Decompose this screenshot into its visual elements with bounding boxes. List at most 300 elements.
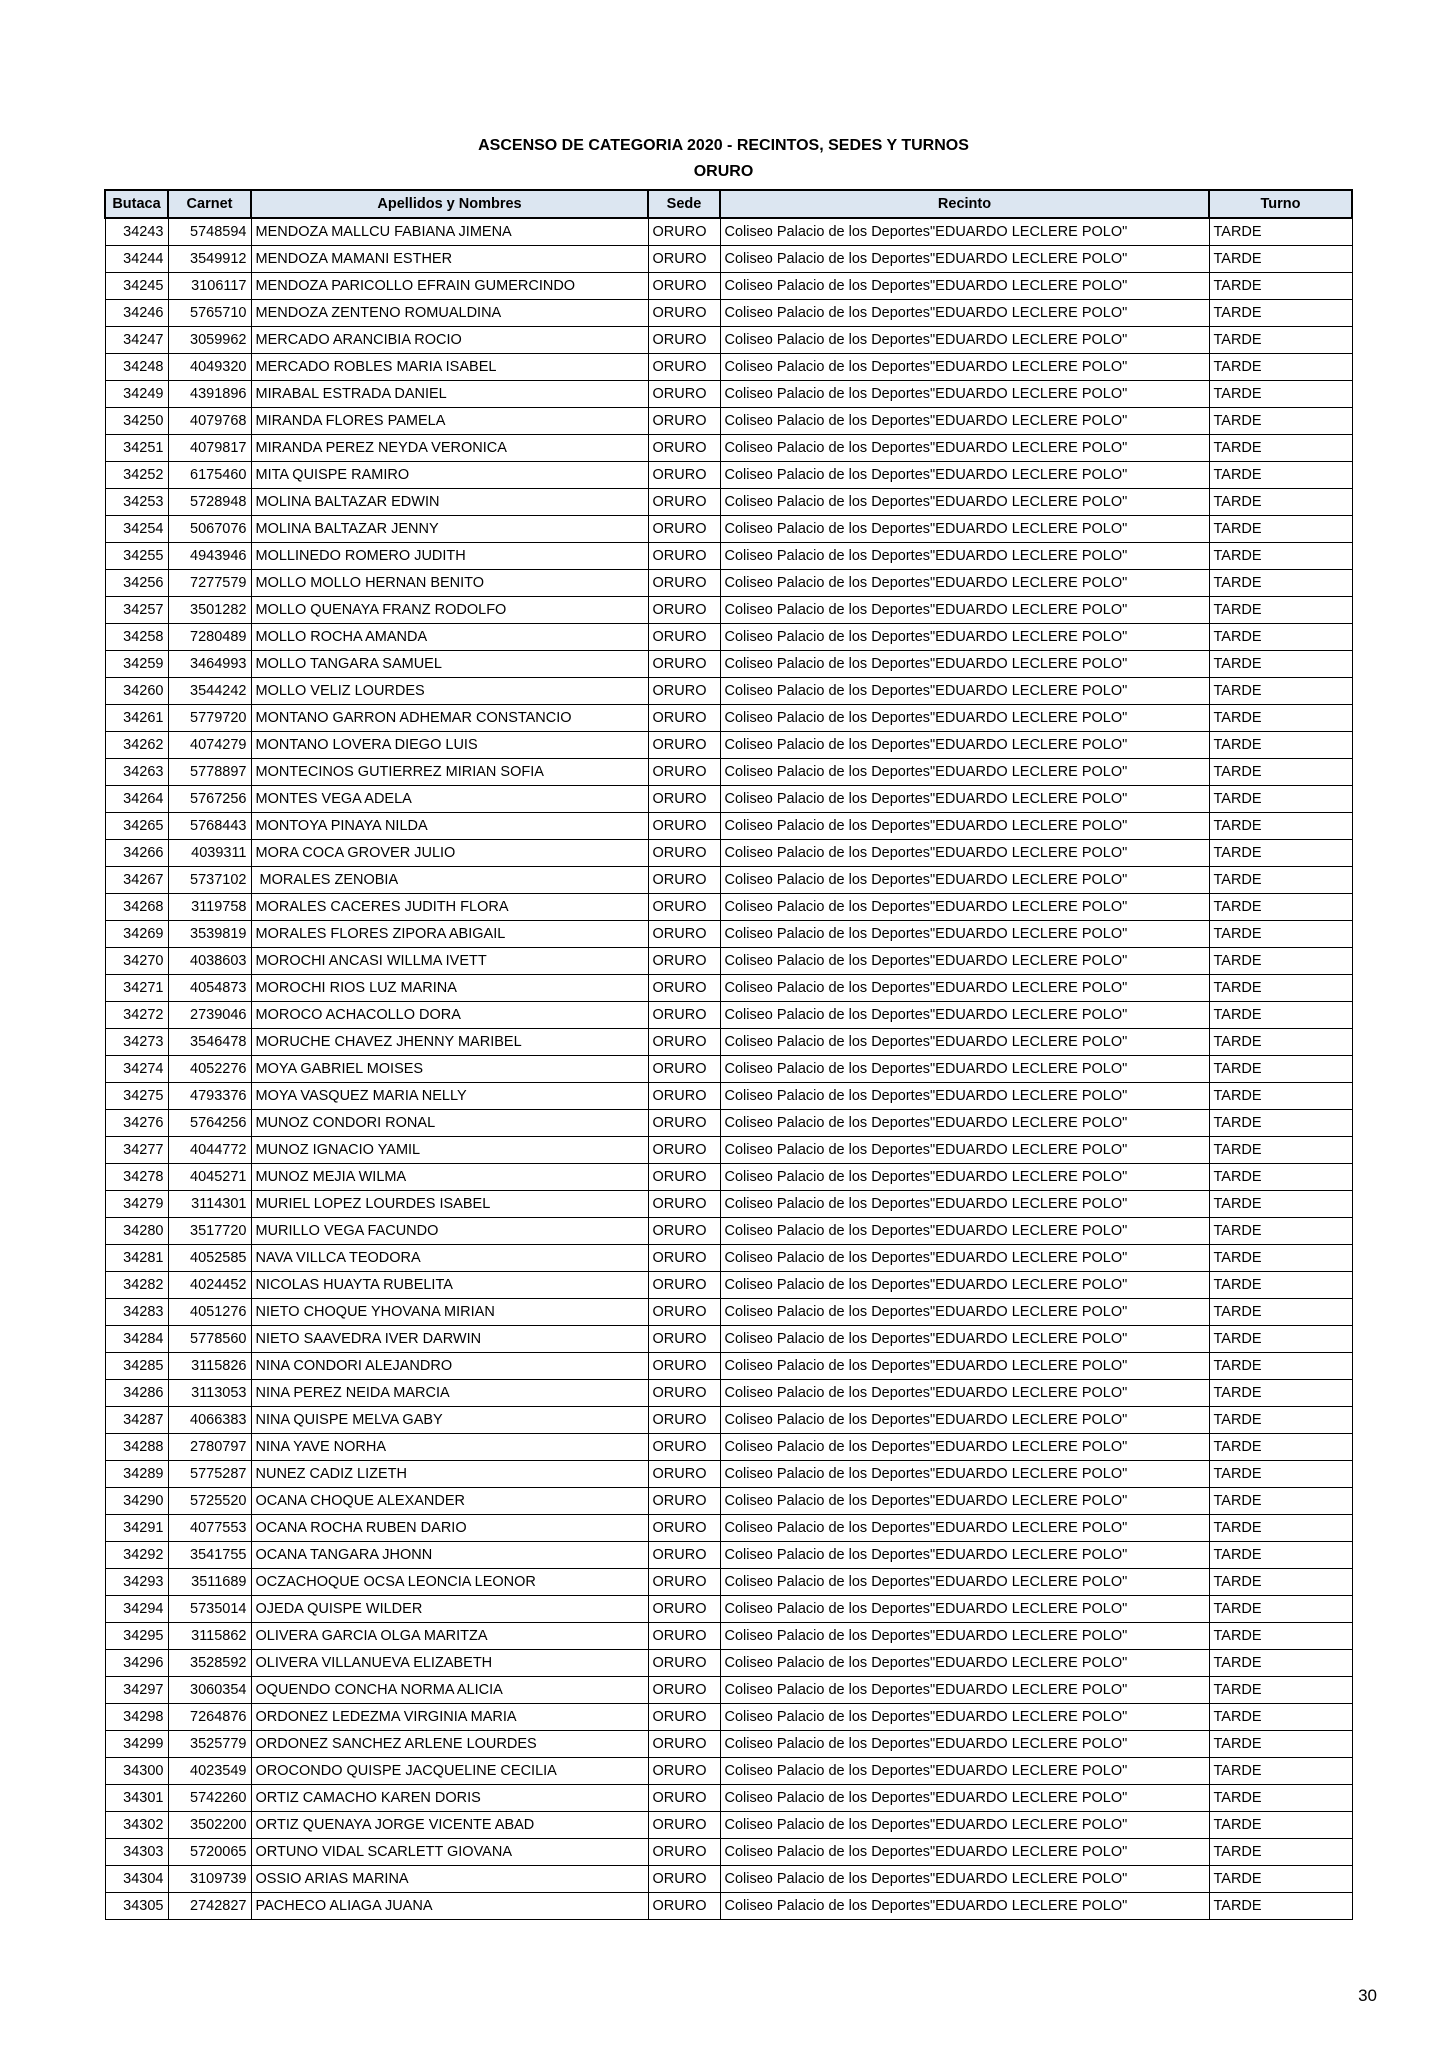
cell-sede: ORURO: [648, 1488, 720, 1515]
cell-recinto: Coliseo Palacio de los Deportes"EDUARDO LECLERE POLO": [720, 1083, 1209, 1110]
cell-carnet: 5779720: [168, 705, 251, 732]
table-row: [105, 273, 1352, 300]
table-row: [105, 1326, 1352, 1353]
cell-carnet: 3113053: [168, 1380, 251, 1407]
table-row: [105, 1488, 1352, 1515]
cell-nombre: MONTANO LOVERA DIEGO LUIS: [251, 732, 648, 759]
table-row: [105, 543, 1352, 570]
cell-nombre: MORALES FLORES ZIPORA ABIGAIL: [251, 921, 648, 948]
cell-turno: TARDE: [1209, 1299, 1352, 1326]
cell-carnet: 5742260: [168, 1785, 251, 1812]
cell-recinto: Coliseo Palacio de los Deportes"EDUARDO LECLERE POLO": [720, 1677, 1209, 1704]
cell-carnet: 4079768: [168, 408, 251, 435]
cell-sede: ORURO: [648, 1353, 720, 1380]
cell-nombre: NAVA VILLCA TEODORA: [251, 1245, 648, 1272]
cell-nombre: MOLLO MOLLO HERNAN BENITO: [251, 570, 648, 597]
cell-nombre: MERCADO ROBLES MARIA ISABEL: [251, 354, 648, 381]
cell-nombre: MORUCHE CHAVEZ JHENNY MARIBEL: [251, 1029, 648, 1056]
cell-turno: TARDE: [1209, 381, 1352, 408]
cell-sede: ORURO: [648, 624, 720, 651]
cell-carnet: 4049320: [168, 354, 251, 381]
cell-recinto: Coliseo Palacio de los Deportes"EDUARDO LECLERE POLO": [720, 1326, 1209, 1353]
table-row: [105, 1272, 1352, 1299]
cell-carnet: 5775287: [168, 1461, 251, 1488]
cell-carnet: 3114301: [168, 1191, 251, 1218]
cell-recinto: Coliseo Palacio de los Deportes"EDUARDO LECLERE POLO": [720, 759, 1209, 786]
table-row: [105, 1218, 1352, 1245]
table-row: [105, 948, 1352, 975]
table-row: [105, 1704, 1352, 1731]
cell-sede: ORURO: [648, 1245, 720, 1272]
cell-carnet: 3517720: [168, 1218, 251, 1245]
cell-recinto: Coliseo Palacio de los Deportes"EDUARDO LECLERE POLO": [720, 1596, 1209, 1623]
cell-carnet: 4051276: [168, 1299, 251, 1326]
cell-carnet: 4023549: [168, 1758, 251, 1785]
cell-carnet: 2742827: [168, 1893, 251, 1920]
cell-butaca: 34278: [105, 1164, 168, 1191]
cell-turno: TARDE: [1209, 273, 1352, 300]
cell-sede: ORURO: [648, 462, 720, 489]
cell-carnet: 4024452: [168, 1272, 251, 1299]
cell-sede: ORURO: [648, 948, 720, 975]
cell-recinto: Coliseo Palacio de los Deportes"EDUARDO LECLERE POLO": [720, 732, 1209, 759]
cell-sede: ORURO: [648, 1731, 720, 1758]
cell-sede: ORURO: [648, 1893, 720, 1920]
cell-turno: TARDE: [1209, 948, 1352, 975]
cell-carnet: 4793376: [168, 1083, 251, 1110]
cell-recinto: Coliseo Palacio de los Deportes"EDUARDO LECLERE POLO": [720, 1164, 1209, 1191]
cell-turno: TARDE: [1209, 1488, 1352, 1515]
cell-turno: TARDE: [1209, 1083, 1352, 1110]
cell-turno: TARDE: [1209, 1596, 1352, 1623]
cell-turno: TARDE: [1209, 1272, 1352, 1299]
cell-butaca: 34301: [105, 1785, 168, 1812]
cell-turno: TARDE: [1209, 597, 1352, 624]
cell-recinto: Coliseo Palacio de los Deportes"EDUARDO LECLERE POLO": [720, 1434, 1209, 1461]
cell-carnet: 3549912: [168, 246, 251, 273]
cell-butaca: 34257: [105, 597, 168, 624]
cell-nombre: PACHECO ALIAGA JUANA: [251, 1893, 648, 1920]
cell-turno: TARDE: [1209, 1407, 1352, 1434]
cell-nombre: MENDOZA MAMANI ESTHER: [251, 246, 648, 273]
cell-sede: ORURO: [648, 1839, 720, 1866]
cell-butaca: 34271: [105, 975, 168, 1002]
cell-sede: ORURO: [648, 1461, 720, 1488]
cell-butaca: 34274: [105, 1056, 168, 1083]
cell-recinto: Coliseo Palacio de los Deportes"EDUARDO LECLERE POLO": [720, 1785, 1209, 1812]
cell-butaca: 34246: [105, 300, 168, 327]
cell-nombre: OLIVERA GARCIA OLGA MARITZA: [251, 1623, 648, 1650]
cell-turno: TARDE: [1209, 516, 1352, 543]
cell-turno: TARDE: [1209, 1461, 1352, 1488]
cell-turno: TARDE: [1209, 1758, 1352, 1785]
cell-carnet: 5765710: [168, 300, 251, 327]
cell-turno: TARDE: [1209, 1650, 1352, 1677]
cell-turno: TARDE: [1209, 813, 1352, 840]
cell-sede: ORURO: [648, 1650, 720, 1677]
cell-nombre: OCANA ROCHA RUBEN DARIO: [251, 1515, 648, 1542]
cell-nombre: NIETO SAAVEDRA IVER DARWIN: [251, 1326, 648, 1353]
cell-carnet: 4079817: [168, 435, 251, 462]
cell-nombre: MURILLO VEGA FACUNDO: [251, 1218, 648, 1245]
cell-butaca: 34287: [105, 1407, 168, 1434]
cell-nombre: ORDONEZ LEDEZMA VIRGINIA MARIA: [251, 1704, 648, 1731]
table-row: [105, 1866, 1352, 1893]
table-row: [105, 1245, 1352, 1272]
cell-butaca: 34288: [105, 1434, 168, 1461]
cell-sede: ORURO: [648, 1812, 720, 1839]
cell-nombre: OSSIO ARIAS MARINA: [251, 1866, 648, 1893]
cell-turno: TARDE: [1209, 1785, 1352, 1812]
cell-turno: TARDE: [1209, 489, 1352, 516]
cell-carnet: 3539819: [168, 921, 251, 948]
cell-sede: ORURO: [648, 354, 720, 381]
cell-sede: ORURO: [648, 1326, 720, 1353]
cell-turno: TARDE: [1209, 1029, 1352, 1056]
cell-butaca: 34266: [105, 840, 168, 867]
cell-recinto: Coliseo Palacio de los Deportes"EDUARDO LECLERE POLO": [720, 651, 1209, 678]
cell-recinto: Coliseo Palacio de los Deportes"EDUARDO LECLERE POLO": [720, 1839, 1209, 1866]
cell-butaca: 34264: [105, 786, 168, 813]
cell-butaca: 34245: [105, 273, 168, 300]
table-row: [105, 327, 1352, 354]
cell-sede: ORURO: [648, 678, 720, 705]
column-header-butaca: Butaca: [105, 190, 168, 218]
cell-recinto: Coliseo Palacio de los Deportes"EDUARDO LECLERE POLO": [720, 1623, 1209, 1650]
cell-sede: ORURO: [648, 1164, 720, 1191]
cell-recinto: Coliseo Palacio de los Deportes"EDUARDO LECLERE POLO": [720, 408, 1209, 435]
cell-carnet: 4077553: [168, 1515, 251, 1542]
cell-carnet: 3464993: [168, 651, 251, 678]
cell-nombre: OJEDA QUISPE WILDER: [251, 1596, 648, 1623]
cell-turno: TARDE: [1209, 435, 1352, 462]
cell-nombre: MERCADO ARANCIBIA ROCIO: [251, 327, 648, 354]
cell-recinto: Coliseo Palacio de los Deportes"EDUARDO LECLERE POLO": [720, 327, 1209, 354]
cell-turno: TARDE: [1209, 1164, 1352, 1191]
cell-butaca: 34286: [105, 1380, 168, 1407]
cell-carnet: 4391896: [168, 381, 251, 408]
cell-butaca: 34270: [105, 948, 168, 975]
cell-nombre: NIETO CHOQUE YHOVANA MIRIAN: [251, 1299, 648, 1326]
cell-butaca: 34298: [105, 1704, 168, 1731]
cell-carnet: 4943946: [168, 543, 251, 570]
cell-carnet: 5720065: [168, 1839, 251, 1866]
cell-turno: TARDE: [1209, 1191, 1352, 1218]
cell-sede: ORURO: [648, 1623, 720, 1650]
cell-sede: ORURO: [648, 1299, 720, 1326]
cell-carnet: 4044772: [168, 1137, 251, 1164]
cell-recinto: Coliseo Palacio de los Deportes"EDUARDO LECLERE POLO": [720, 1704, 1209, 1731]
cell-nombre: MORALES CACERES JUDITH FLORA: [251, 894, 648, 921]
cell-butaca: 34289: [105, 1461, 168, 1488]
cell-carnet: 3502200: [168, 1812, 251, 1839]
cell-turno: TARDE: [1209, 975, 1352, 1002]
table-row: [105, 1299, 1352, 1326]
cell-turno: TARDE: [1209, 1218, 1352, 1245]
cell-nombre: OCANA TANGARA JHONN: [251, 1542, 648, 1569]
cell-nombre: MENDOZA ZENTENO ROMUALDINA: [251, 300, 648, 327]
cell-nombre: MENDOZA MALLCU FABIANA JIMENA: [251, 218, 648, 246]
cell-recinto: Coliseo Palacio de los Deportes"EDUARDO LECLERE POLO": [720, 1893, 1209, 1920]
cell-butaca: 34292: [105, 1542, 168, 1569]
table-row: [105, 1515, 1352, 1542]
cell-carnet: 7277579: [168, 570, 251, 597]
table-row: [105, 678, 1352, 705]
cell-nombre: OROCONDO QUISPE JACQUELINE CECILIA: [251, 1758, 648, 1785]
table-row: [105, 1353, 1352, 1380]
assignment-table: [104, 189, 1353, 1920]
cell-butaca: 34294: [105, 1596, 168, 1623]
cell-turno: TARDE: [1209, 759, 1352, 786]
cell-butaca: 34295: [105, 1623, 168, 1650]
table-body: [105, 218, 1352, 1920]
table-row: [105, 1380, 1352, 1407]
table-row: [105, 246, 1352, 273]
cell-carnet: 3541755: [168, 1542, 251, 1569]
cell-butaca: 34269: [105, 921, 168, 948]
cell-recinto: Coliseo Palacio de los Deportes"EDUARDO LECLERE POLO": [720, 1272, 1209, 1299]
cell-sede: ORURO: [648, 273, 720, 300]
cell-butaca: 34293: [105, 1569, 168, 1596]
table-row: [105, 1083, 1352, 1110]
cell-sede: ORURO: [648, 1407, 720, 1434]
cell-carnet: 2780797: [168, 1434, 251, 1461]
cell-nombre: MIRANDA PEREZ NEYDA VERONICA: [251, 435, 648, 462]
cell-nombre: MOLLO ROCHA AMANDA: [251, 624, 648, 651]
cell-recinto: Coliseo Palacio de los Deportes"EDUARDO LECLERE POLO": [720, 597, 1209, 624]
cell-recinto: Coliseo Palacio de los Deportes"EDUARDO LECLERE POLO": [720, 1380, 1209, 1407]
cell-carnet: 3525779: [168, 1731, 251, 1758]
cell-butaca: 34243: [105, 218, 168, 246]
cell-butaca: 34262: [105, 732, 168, 759]
cell-nombre: MOROCHI ANCASI WILLMA IVETT: [251, 948, 648, 975]
cell-nombre: MOLLO TANGARA SAMUEL: [251, 651, 648, 678]
cell-recinto: Coliseo Palacio de los Deportes"EDUARDO LECLERE POLO": [720, 300, 1209, 327]
cell-nombre: OCANA CHOQUE ALEXANDER: [251, 1488, 648, 1515]
cell-sede: ORURO: [648, 1002, 720, 1029]
cell-carnet: 6175460: [168, 462, 251, 489]
cell-nombre: MOROCHI RIOS LUZ MARINA: [251, 975, 648, 1002]
cell-turno: TARDE: [1209, 1353, 1352, 1380]
cell-nombre: MOYA VASQUEZ MARIA NELLY: [251, 1083, 648, 1110]
cell-nombre: NUNEZ CADIZ LIZETH: [251, 1461, 648, 1488]
cell-carnet: 5725520: [168, 1488, 251, 1515]
cell-recinto: Coliseo Palacio de los Deportes"EDUARDO LECLERE POLO": [720, 1488, 1209, 1515]
cell-butaca: 34273: [105, 1029, 168, 1056]
table-row: [105, 1839, 1352, 1866]
cell-butaca: 34281: [105, 1245, 168, 1272]
cell-nombre: ORDONEZ SANCHEZ ARLENE LOURDES: [251, 1731, 648, 1758]
cell-butaca: 34302: [105, 1812, 168, 1839]
cell-butaca: 34265: [105, 813, 168, 840]
cell-nombre: MUNOZ IGNACIO YAMIL: [251, 1137, 648, 1164]
cell-turno: TARDE: [1209, 570, 1352, 597]
cell-recinto: Coliseo Palacio de los Deportes"EDUARDO LECLERE POLO": [720, 1650, 1209, 1677]
cell-carnet: 3059962: [168, 327, 251, 354]
cell-nombre: MENDOZA PARICOLLO EFRAIN GUMERCINDO: [251, 273, 648, 300]
cell-sede: ORURO: [648, 570, 720, 597]
cell-carnet: 5778560: [168, 1326, 251, 1353]
cell-butaca: 34291: [105, 1515, 168, 1542]
cell-recinto: Coliseo Palacio de los Deportes"EDUARDO LECLERE POLO": [720, 1029, 1209, 1056]
cell-carnet: 3115826: [168, 1353, 251, 1380]
column-header-turno: Turno: [1209, 190, 1352, 218]
cell-sede: ORURO: [648, 1272, 720, 1299]
table-row: [105, 840, 1352, 867]
table-row: [105, 1056, 1352, 1083]
cell-carnet: 4074279: [168, 732, 251, 759]
table-header-row: [105, 190, 1352, 218]
table-row: [105, 1596, 1352, 1623]
cell-sede: ORURO: [648, 218, 720, 246]
cell-butaca: 34275: [105, 1083, 168, 1110]
cell-sede: ORURO: [648, 435, 720, 462]
cell-butaca: 34305: [105, 1893, 168, 1920]
cell-butaca: 34290: [105, 1488, 168, 1515]
cell-turno: TARDE: [1209, 678, 1352, 705]
cell-turno: TARDE: [1209, 624, 1352, 651]
cell-sede: ORURO: [648, 1866, 720, 1893]
table-row: [105, 1137, 1352, 1164]
cell-sede: ORURO: [648, 381, 720, 408]
column-header-carnet: Carnet: [168, 190, 251, 218]
cell-sede: ORURO: [648, 867, 720, 894]
cell-recinto: Coliseo Palacio de los Deportes"EDUARDO LECLERE POLO": [720, 786, 1209, 813]
cell-sede: ORURO: [648, 705, 720, 732]
cell-turno: TARDE: [1209, 1245, 1352, 1272]
cell-carnet: 3106117: [168, 273, 251, 300]
cell-recinto: Coliseo Palacio de los Deportes"EDUARDO LECLERE POLO": [720, 1515, 1209, 1542]
cell-nombre: NICOLAS HUAYTA RUBELITA: [251, 1272, 648, 1299]
cell-turno: TARDE: [1209, 462, 1352, 489]
cell-recinto: Coliseo Palacio de los Deportes"EDUARDO LECLERE POLO": [720, 1191, 1209, 1218]
table-row: [105, 1677, 1352, 1704]
table-row: [105, 1542, 1352, 1569]
cell-nombre: MONTANO GARRON ADHEMAR CONSTANCIO: [251, 705, 648, 732]
cell-turno: TARDE: [1209, 786, 1352, 813]
cell-butaca: 34261: [105, 705, 168, 732]
cell-carnet: 4054873: [168, 975, 251, 1002]
table-row: [105, 705, 1352, 732]
cell-butaca: 34267: [105, 867, 168, 894]
cell-carnet: 3544242: [168, 678, 251, 705]
table-row: [105, 1623, 1352, 1650]
cell-recinto: Coliseo Palacio de los Deportes"EDUARDO LECLERE POLO": [720, 624, 1209, 651]
cell-nombre: MOLINA BALTAZAR EDWIN: [251, 489, 648, 516]
cell-butaca: 34260: [105, 678, 168, 705]
cell-turno: TARDE: [1209, 1704, 1352, 1731]
cell-sede: ORURO: [648, 1785, 720, 1812]
cell-sede: ORURO: [648, 1596, 720, 1623]
cell-nombre: OCZACHOQUE OCSA LEONCIA LEONOR: [251, 1569, 648, 1596]
cell-recinto: Coliseo Palacio de los Deportes"EDUARDO LECLERE POLO": [720, 705, 1209, 732]
cell-butaca: 34297: [105, 1677, 168, 1704]
cell-sede: ORURO: [648, 1515, 720, 1542]
cell-sede: ORURO: [648, 1677, 720, 1704]
table-row: [105, 1812, 1352, 1839]
cell-recinto: Coliseo Palacio de los Deportes"EDUARDO LECLERE POLO": [720, 1407, 1209, 1434]
cell-recinto: Coliseo Palacio de los Deportes"EDUARDO LECLERE POLO": [720, 354, 1209, 381]
document-title: ASCENSO DE CATEGORIA 2020 - RECINTOS, SEDES Y TURNOS: [478, 137, 969, 154]
cell-recinto: Coliseo Palacio de los Deportes"EDUARDO LECLERE POLO": [720, 948, 1209, 975]
cell-carnet: 7264876: [168, 1704, 251, 1731]
cell-sede: ORURO: [648, 1137, 720, 1164]
cell-sede: ORURO: [648, 1083, 720, 1110]
cell-nombre: MONTECINOS GUTIERREZ MIRIAN SOFIA: [251, 759, 648, 786]
cell-butaca: 34259: [105, 651, 168, 678]
cell-recinto: Coliseo Palacio de los Deportes"EDUARDO LECLERE POLO": [720, 462, 1209, 489]
cell-carnet: 2739046: [168, 1002, 251, 1029]
cell-nombre: NINA CONDORI ALEJANDRO: [251, 1353, 648, 1380]
cell-butaca: 34285: [105, 1353, 168, 1380]
cell-turno: TARDE: [1209, 732, 1352, 759]
cell-butaca: 34255: [105, 543, 168, 570]
cell-nombre: MIRABAL ESTRADA DANIEL: [251, 381, 648, 408]
cell-nombre: MONTOYA PINAYA NILDA: [251, 813, 648, 840]
column-header-sede: Sede: [648, 190, 720, 218]
cell-recinto: Coliseo Palacio de los Deportes"EDUARDO LECLERE POLO": [720, 1569, 1209, 1596]
cell-turno: TARDE: [1209, 1380, 1352, 1407]
cell-butaca: 34256: [105, 570, 168, 597]
document-subtitle: ORURO: [693, 163, 754, 180]
cell-recinto: Coliseo Palacio de los Deportes"EDUARDO LECLERE POLO": [720, 1731, 1209, 1758]
cell-turno: TARDE: [1209, 1731, 1352, 1758]
cell-turno: TARDE: [1209, 1812, 1352, 1839]
cell-sede: ORURO: [648, 813, 720, 840]
table-row: [105, 1191, 1352, 1218]
cell-recinto: Coliseo Palacio de los Deportes"EDUARDO LECLERE POLO": [720, 489, 1209, 516]
cell-butaca: 34251: [105, 435, 168, 462]
cell-turno: TARDE: [1209, 1893, 1352, 1920]
cell-turno: TARDE: [1209, 1110, 1352, 1137]
cell-carnet: 3060354: [168, 1677, 251, 1704]
cell-sede: ORURO: [648, 516, 720, 543]
cell-turno: TARDE: [1209, 1326, 1352, 1353]
cell-sede: ORURO: [648, 1191, 720, 1218]
table-row: [105, 1758, 1352, 1785]
cell-recinto: Coliseo Palacio de los Deportes"EDUARDO LECLERE POLO": [720, 1461, 1209, 1488]
cell-carnet: 3528592: [168, 1650, 251, 1677]
table-row: [105, 408, 1352, 435]
cell-sede: ORURO: [648, 1056, 720, 1083]
cell-turno: TARDE: [1209, 327, 1352, 354]
cell-carnet: 5768443: [168, 813, 251, 840]
cell-nombre: MUNOZ MEJIA WILMA: [251, 1164, 648, 1191]
cell-recinto: Coliseo Palacio de los Deportes"EDUARDO LECLERE POLO": [720, 1353, 1209, 1380]
cell-turno: TARDE: [1209, 1623, 1352, 1650]
cell-turno: TARDE: [1209, 1137, 1352, 1164]
cell-turno: TARDE: [1209, 1839, 1352, 1866]
cell-sede: ORURO: [648, 1758, 720, 1785]
cell-nombre: MIRANDA FLORES PAMELA: [251, 408, 648, 435]
table-row: [105, 1110, 1352, 1137]
cell-sede: ORURO: [648, 1704, 720, 1731]
table-row: [105, 867, 1352, 894]
cell-turno: TARDE: [1209, 408, 1352, 435]
table-row: [105, 1785, 1352, 1812]
cell-nombre: MURIEL LOPEZ LOURDES ISABEL: [251, 1191, 648, 1218]
cell-butaca: 34263: [105, 759, 168, 786]
cell-recinto: Coliseo Palacio de los Deportes"EDUARDO LECLERE POLO": [720, 1758, 1209, 1785]
cell-nombre: MOLLO VELIZ LOURDES: [251, 678, 648, 705]
cell-turno: TARDE: [1209, 651, 1352, 678]
cell-carnet: 4045271: [168, 1164, 251, 1191]
cell-recinto: Coliseo Palacio de los Deportes"EDUARDO LECLERE POLO": [720, 570, 1209, 597]
table-row: [105, 1731, 1352, 1758]
cell-nombre: MORALES ZENOBIA: [251, 867, 648, 894]
cell-nombre: MOLINA BALTAZAR JENNY: [251, 516, 648, 543]
cell-butaca: 34254: [105, 516, 168, 543]
